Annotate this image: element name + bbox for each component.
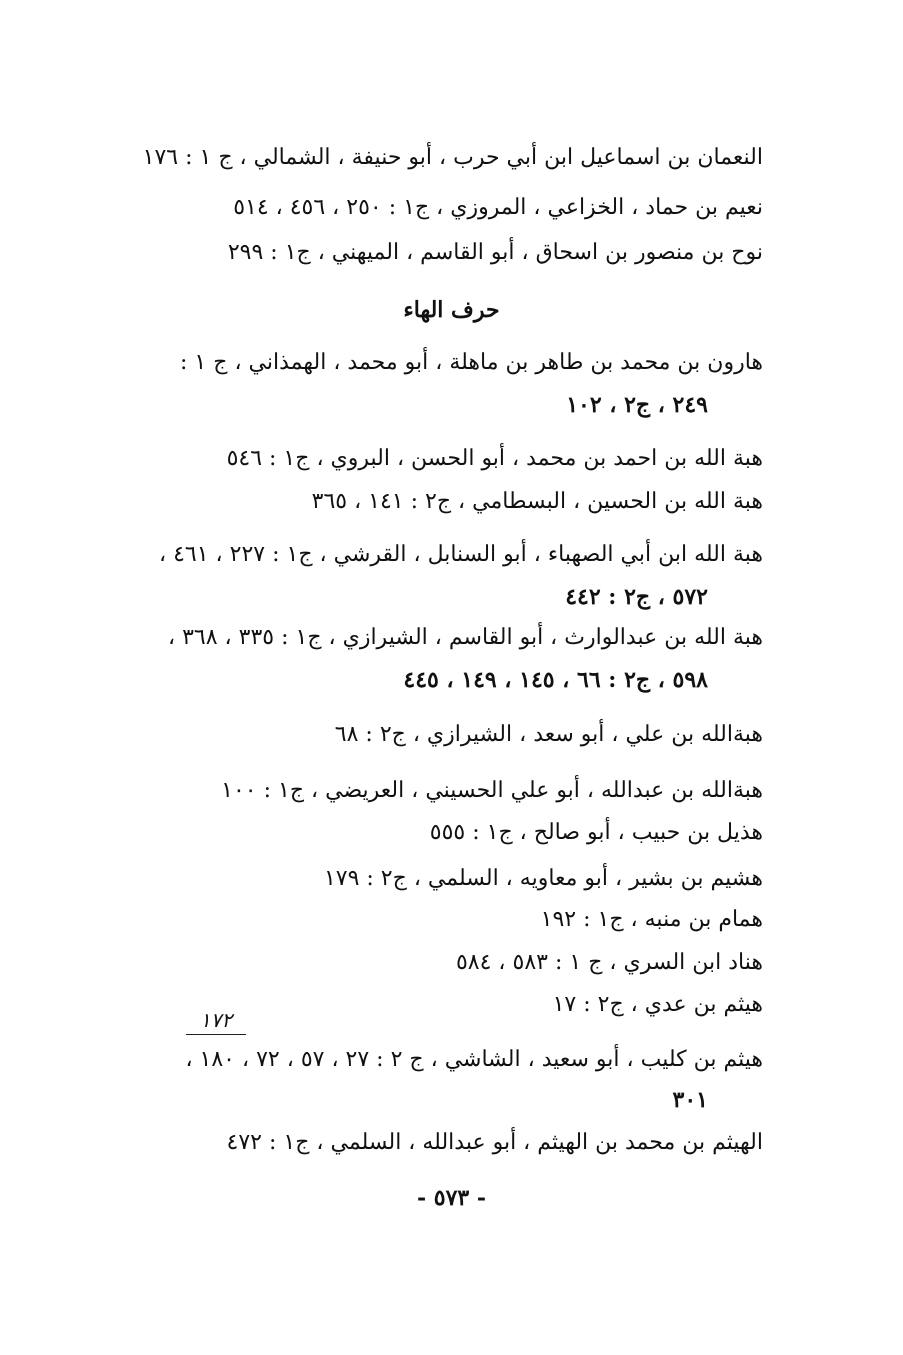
index-entry: هذيل بن حبيب ، أبو صالح ، ج١ : ٥٥٥ [429,820,763,845]
index-entry: هبة الله بن احمد بن محمد ، أبو الحسن ، البروي ، ج١ : ٥٤٦ [226,446,763,471]
index-entry: هيثم بن عدي ، ج٢ : ١٧ [552,992,763,1017]
index-entry: هارون بن محمد بن طاهر بن ماهلة ، أبو محمد ، الهمذاني ، ج ١ : [180,350,763,375]
index-entry: هبة الله بن عبدالوارث ، أبو القاسم ، الشيرازي ، ج١ : ٣٣٥ ، ٣٦٨ ، [167,625,763,650]
index-entry: الهيثم بن محمد بن الهيثم ، أبو عبدالله ، السلمي ، ج١ : ٤٧٢ [226,1130,763,1155]
index-entry: هيثم بن كليب ، أبو سعيد ، الشاشي ، ج ٢ : ٢٧ ، ٥٧ ، ٧٢ ، ١٨٠ ، [185,1047,763,1072]
index-entry: هناد ابن السري ، ج ١ : ٥٨٣ ، ٥٨٤ [455,950,763,975]
section-heading: حرف الهاء [403,297,500,323]
index-entry: هشيم بن بشير ، أبو معاويه ، السلمي ، ج٢ : ١٧٩ [323,866,763,891]
index-entry-continuation: ٢٤٩ ، ج٢ ، ١٠٢ [566,392,708,418]
index-entry: نوح بن منصور بن اسحاق ، أبو القاسم ، الميهني ، ج١ : ٢٩٩ [227,240,763,265]
index-entry-continuation: ٥٩٨ ، ج٢ : ٦٦ ، ١٤٥ ، ١٤٩ ، ٤٤٥ [403,667,708,693]
handwritten-margin-note: ١٧٢ [186,1008,246,1035]
index-entry: هبة الله ابن أبي الصهباء ، أبو السنابل ، القرشي ، ج١ : ٢٢٧ ، ٤٦١ ، [159,542,763,567]
page-number: - ٥٧٣ - [416,1185,487,1211]
index-entry: همام بن منبه ، ج١ : ١٩٢ [540,907,763,932]
index-entry-continuation: ٣٠١ [672,1087,708,1113]
index-entry: النعمان بن اسماعيل ابن أبي حرب ، أبو حنيفة ، الشمالي ، ج ١ : ١٧٦ [142,145,763,170]
index-entry: هبةالله بن علي ، أبو سعد ، الشيرازي ، ج٢ : ٦٨ [334,722,763,747]
index-entry: نعيم بن حماد ، الخزاعي ، المروزي ، ج١ : ٢٥٠ ، ٤٥٦ ، ٥١٤ [233,195,763,220]
index-entry-continuation: ٥٧٢ ، ج٢ : ٤٤٢ [565,584,708,610]
index-entry: هبةالله بن عبدالله ، أبو علي الحسيني ، العريضي ، ج١ : ١٠٠ [221,778,763,803]
index-entry: هبة الله بن الحسين ، البسطامي ، ج٢ : ١٤١ ، ٣٦٥ [311,489,763,514]
